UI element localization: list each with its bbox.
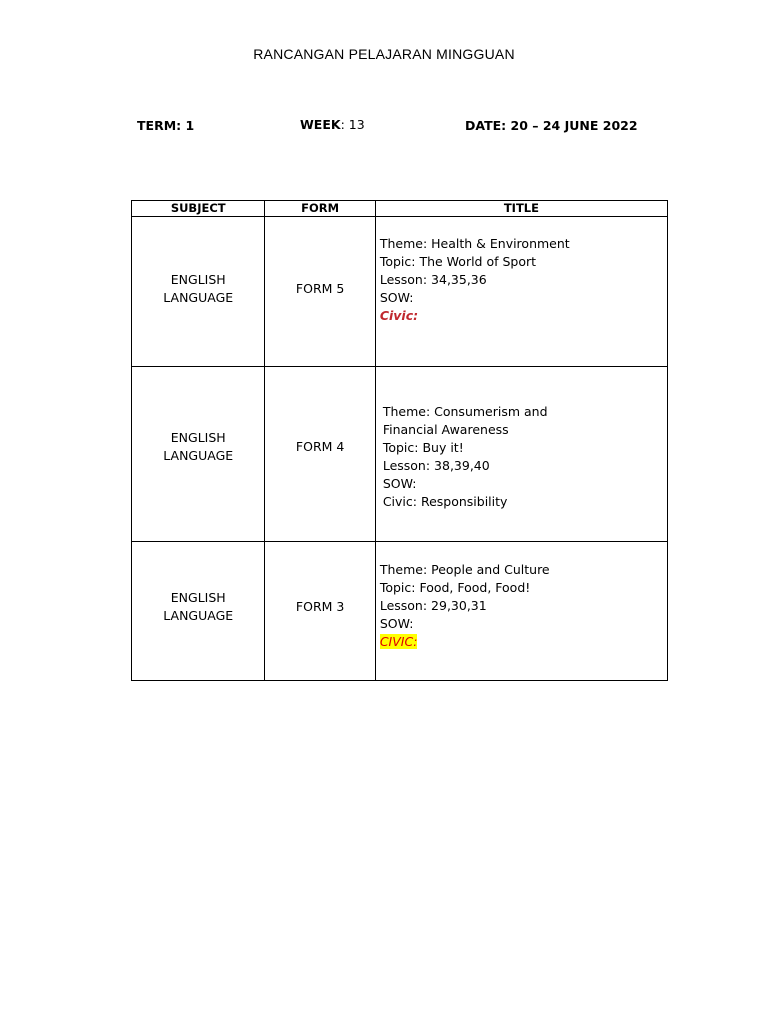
civic-text: Civic: Responsibility: [382, 494, 508, 509]
theme-text-continued: Financial Awareness: [382, 422, 509, 437]
civic-text: CIVIC:: [379, 634, 418, 649]
lesson-plan-table: [131, 200, 668, 681]
subject-cell: [132, 217, 265, 367]
header-subject: SUBJECT: [132, 201, 265, 217]
header-form: FORM: [265, 201, 375, 217]
form-cell: FORM 4: [265, 367, 375, 542]
lesson-text: Lesson: 34,35,36: [379, 272, 487, 287]
week-value: : 13: [340, 117, 365, 132]
table-header-row: [132, 201, 668, 217]
subject-line: ENGLISH: [170, 590, 226, 605]
subject-cell: [132, 542, 265, 681]
date-label: DATE: 20 – 24 JUNE 2022: [465, 118, 638, 133]
table-row: [132, 217, 668, 367]
sow-text: SOW:: [379, 290, 414, 305]
subject-line: LANGUAGE: [163, 289, 234, 305]
subject-line: LANGUAGE: [163, 608, 234, 623]
topic-text: Topic: Buy it!: [382, 440, 464, 455]
header-title: TITLE: [375, 201, 667, 217]
theme-text: Theme: Consumerism and: [382, 404, 548, 419]
topic-text: Topic: The World of Sport: [379, 254, 537, 269]
lesson-text: Lesson: 29,30,31: [379, 598, 487, 613]
sow-text: SOW:: [379, 616, 414, 631]
week-label: WEEK: [300, 117, 341, 132]
lesson-text: Lesson: 38,39,40: [382, 458, 490, 473]
topic-text: Topic: Food, Food, Food!: [379, 580, 531, 595]
theme-text: Theme: People and Culture: [379, 562, 550, 577]
title-cell: [375, 217, 667, 367]
table-row: [132, 542, 668, 681]
title-cell: [375, 542, 667, 681]
subject-cell: [132, 367, 265, 542]
subject-line: ENGLISH: [170, 271, 226, 287]
subject-line: LANGUAGE: [163, 448, 234, 463]
subject-line: ENGLISH: [170, 430, 226, 445]
table-row: [132, 367, 668, 542]
form-cell: FORM 5: [265, 217, 375, 367]
form-cell: FORM 3: [265, 542, 375, 681]
week-field: [300, 117, 365, 132]
civic-text: Civic:: [379, 308, 419, 323]
theme-text: Theme: Health & Environment: [379, 236, 570, 251]
title-cell: [375, 367, 667, 542]
page-title: RANCANGAN PELAJARAN MINGGUAN: [253, 46, 515, 62]
sow-text: SOW:: [382, 476, 417, 491]
term-label: TERM: 1: [137, 118, 195, 133]
